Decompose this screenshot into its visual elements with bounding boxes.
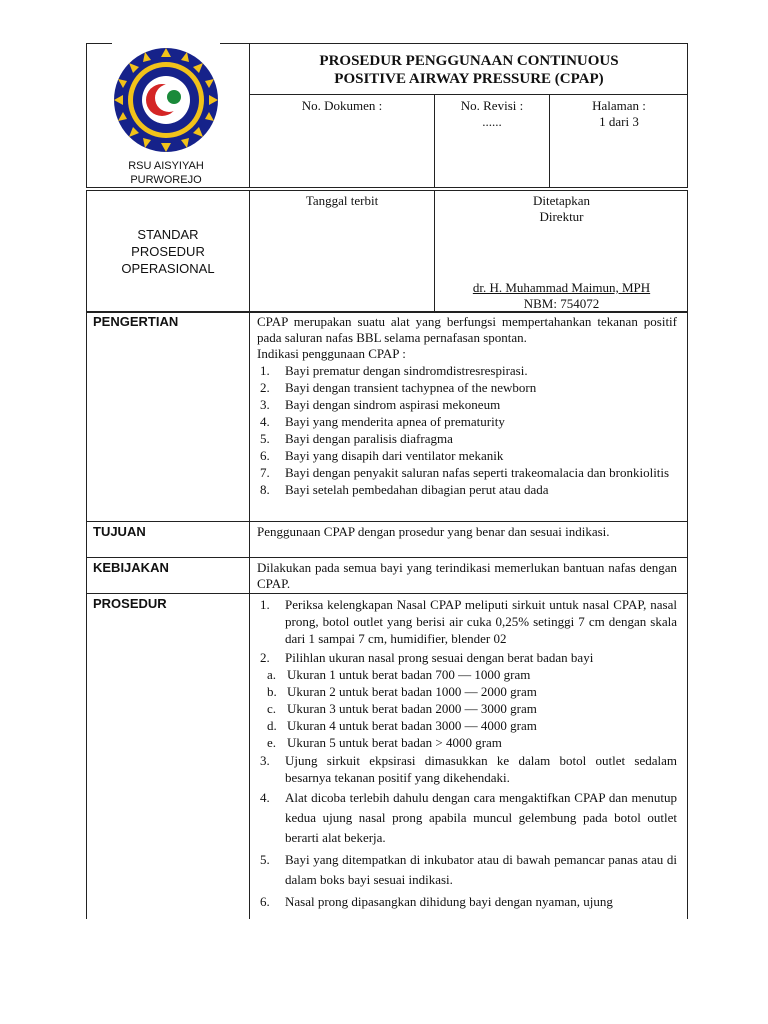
section-label-prosedur: PROSEDUR (93, 596, 167, 611)
approval-cell (435, 193, 688, 225)
list-item: 6. Bayi yang disapih dari ventilator mekanik (260, 448, 504, 463)
revision-value: ...... (482, 114, 502, 129)
list-item: 5. Bayi dengan paralisis diafragma (260, 431, 453, 446)
prong-size-list (257, 666, 677, 751)
procedure-step: 3. Ujung sirkuit ekpsirasi dimasukkan ke dalam botol outlet sedalam besarnya tekanan positif yang dikehendaki. (260, 753, 677, 785)
revision-cell (435, 98, 549, 130)
approval-label: Ditetapkan (532, 193, 591, 208)
row-divider-prosedur (86, 593, 688, 594)
list-item: d. Ukuran 4 untuk berat badan 3000 — 4000 gram (267, 718, 537, 733)
section-body-tujuan: Penggunaan CPAP dengan prosedur yang benar dan sesuai indikasi. (257, 524, 610, 539)
section-label-pengertian: PENGERTIAN (93, 314, 179, 329)
row-divider-tujuan (86, 521, 688, 522)
sop-label-line2: PROSEDUR (131, 244, 205, 259)
org-name-line2: PURWOREJO (130, 174, 202, 186)
procedure-step: 1. Periksa kelengkapan Nasal CPAP meliputi sirkuit untuk nasal CPAP, nasal prong, botol outlet yang berisi air cuka 0,25% setinggi 7 cm dengan skala dari 1 sampai 7 cm, humidifier, blender 02 (260, 597, 677, 646)
doc-number-label: No. Dokumen : (301, 98, 383, 113)
list-item: 3. Bayi dengan sindrom aspirasi mekoneum (260, 397, 501, 412)
list-item: e. Ukuran 5 untuk berat badan > 4000 gram (267, 735, 502, 750)
pengertian-intro: CPAP merupakan suatu alat yang berfungsi mempertahankan tekanan positif pada saluran nafas BBL selama pernafasan spontan. (257, 314, 677, 345)
list-item: 1. Bayi prematur dengan sindromdistresrespirasi. (260, 363, 528, 378)
section-body-pengertian (257, 314, 677, 498)
sop-label-line3: OPERASIONAL (121, 261, 215, 276)
section-label-tujuan: TUJUAN (93, 524, 146, 539)
section-body-kebijakan: Dilakukan pada semua bayi yang terindikasi memerlukan bantuan nafas dengan CPAP. (257, 560, 677, 591)
prosedur-steps (257, 596, 677, 910)
approval-role: Direktur (539, 209, 584, 224)
list-item: c. Ukuran 3 untuk berat badan 2000 — 3000 gram (267, 701, 537, 716)
signatory (435, 280, 688, 312)
list-item: 2. Bayi dengan transient tachypnea of the newborn (260, 380, 537, 395)
sop-label (87, 226, 249, 277)
list-item: 4. Bayi yang menderita apnea of prematurity (260, 414, 505, 429)
document-title (250, 52, 688, 88)
section-body-prosedur (257, 596, 677, 910)
revision-label: No. Revisi : (460, 98, 524, 113)
indikasi-list (257, 363, 677, 498)
procedure-step: 5. Bayi yang ditempatkan di inkubator atau di bawah pemancar panas atau di dalam boks bayi sesuai indikasi. (260, 852, 677, 887)
hospital-logo (108, 43, 224, 157)
page-cell (550, 98, 688, 130)
procedure-step: 2. Pilihlan ukuran nasal prong sesuai dengan berat badan bayi a. Ukuran 1 untuk berat badan 700 — 1000 gram b. Ukuran 2 untuk berat badan 1000 — 2000 gram c. Ukuran 3 untuk berat badan 2000 — 3000 gram d. Ukuran 4 untuk berat badan 3000 — 4000 gram e. Ukuran 5 untuk berat badan > 4000 gram (257, 649, 677, 751)
list-item: 8. Bayi setelah pembedahan dibagian perut atau dada (260, 482, 549, 497)
signatory-name: dr. H. Muhammad Maimun, MPH (472, 280, 651, 295)
sop-label-line1: STANDAR (137, 227, 199, 242)
org-name-line1: RSU AISYIYAH (128, 160, 204, 172)
document-title-line1: PROSEDUR PENGGUNAAN CONTINUOUS (319, 53, 619, 69)
document-title-line2: POSITIVE AIRWAY PRESSURE (CPAP) (334, 71, 604, 87)
procedure-step: 4. Alat dicoba terlebih dahulu dengan cara mengaktifkan CPAP dan menutup kedua ujung nasal prong apabila muncul gelembung pada botol outlet berarti alat bekerja. (260, 790, 677, 845)
title-divider (249, 94, 688, 95)
list-item: a. Ukuran 1 untuk berat badan 700 — 1000 gram (267, 667, 531, 682)
procedure-step: 6. Nasal prong dipasangkan dihidung bayi dengan nyaman, ujung (260, 894, 613, 909)
org-name (96, 159, 236, 187)
content-divider (249, 312, 250, 919)
page-label: Halaman : (592, 98, 646, 113)
pengertian-indikasi: Indikasi penggunaan CPAP : (257, 346, 406, 361)
row-divider-kebijakan (86, 557, 688, 558)
signatory-nbm: NBM: 754072 (523, 296, 600, 311)
section-label-kebijakan: KEBIJAKAN (93, 560, 169, 575)
issue-date-label: Tanggal terbit (305, 193, 379, 208)
doc-number-cell (250, 98, 434, 114)
list-item: b. Ukuran 2 untuk berat badan 1000 — 2000 gram (267, 684, 537, 699)
list-item: 7. Bayi dengan penyakit saluran nafas seperti trakeomalacia dan bronkiolitis (260, 465, 670, 480)
page-value: 1 dari 3 (599, 114, 639, 129)
